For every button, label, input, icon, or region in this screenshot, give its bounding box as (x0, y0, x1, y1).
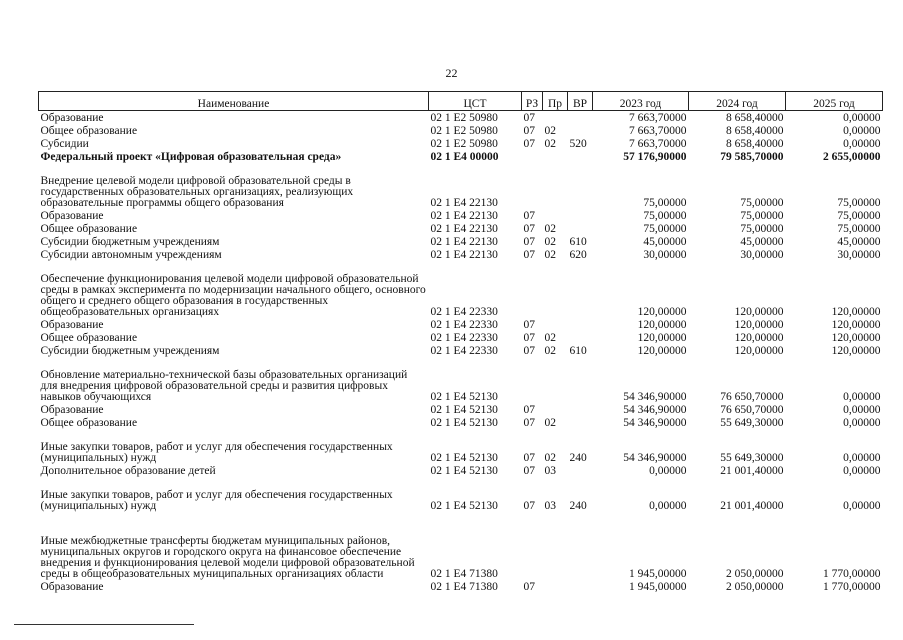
row-pr (543, 209, 568, 222)
row-vr (568, 261, 593, 318)
row-rz: 07 (523, 111, 535, 124)
row-cst: 02 1 E4 22130 (430, 235, 498, 248)
row-cst: 02 1 E4 71380 (430, 580, 498, 593)
row-vr: 520 (569, 137, 587, 150)
table-row (39, 403, 883, 416)
row-cst: 02 1 E4 52130 (430, 390, 498, 403)
row-cst: 02 1 E4 22330 (430, 305, 498, 318)
row-2023: 120,00000 (637, 331, 687, 344)
row-2025: 120,00000 (831, 344, 881, 357)
row-cst: 02 1 E4 22330 (430, 318, 498, 331)
row-2024: 76 650,70000 (720, 390, 784, 403)
row-2024: 30,00000 (740, 248, 784, 261)
row-vr: 610 (569, 344, 587, 357)
row-pr: 02 (544, 344, 556, 357)
row-2023: 54 346,90000 (623, 416, 687, 429)
row-2024: 120,00000 (734, 305, 784, 318)
row-2025: 0,00000 (843, 464, 881, 477)
row-name: Внедрение целевой модели цифровой образовательной среды в государственных образовательных организациях, реализующих образовательные программы общего образования (40, 174, 354, 209)
table-row (39, 512, 883, 580)
table-row (39, 416, 883, 429)
row-name: Общее образование (40, 124, 138, 137)
row-rz: 07 (523, 344, 535, 357)
row-cst: 02 1 E4 00000 (430, 150, 499, 163)
row-name: Иные закупки товаров, работ и услуг для обеспечения государственных (муниципальных) нужд (40, 440, 393, 464)
row-rz: 07 (523, 403, 535, 416)
row-2025: 0,00000 (843, 124, 881, 137)
row-pr: 02 (544, 331, 556, 344)
row-cst: 02 1 E4 71380 (430, 567, 498, 580)
row-2023: 120,00000 (637, 305, 687, 318)
table-row (39, 464, 883, 477)
row-cst: 02 1 E4 22130 (430, 248, 498, 261)
row-cst: 02 1 E2 50980 (430, 111, 498, 124)
row-cst: 02 1 E4 22130 (430, 209, 498, 222)
row-2023: 0,00000 (649, 464, 687, 477)
table-row (39, 235, 883, 248)
row-2023: 54 346,90000 (623, 451, 687, 464)
row-rz (522, 163, 543, 209)
row-pr (543, 357, 568, 403)
row-pr: 02 (544, 248, 556, 261)
table-header-row (39, 92, 883, 111)
row-2023: 7 663,70000 (629, 137, 687, 150)
header-2023: 2023 год (593, 92, 689, 111)
row-2023: 54 346,90000 (623, 403, 687, 416)
row-name: Субсидии бюджетным учреждениям (40, 235, 220, 248)
row-pr: 02 (544, 222, 556, 235)
header-vr: ВР (568, 92, 593, 111)
table-row (39, 222, 883, 235)
row-2024: 2 050,00000 (726, 580, 784, 593)
row-pr (543, 111, 568, 124)
row-name: Иные межбюджетные трансферты бюджетам муниципальных районов, муниципальных округов и городского округа на финансовое обеспечение внедрения и функционирования целевой модели цифровой образовательной среды в общеобразовательных муниципальных организациях области (40, 534, 415, 580)
row-rz (522, 512, 543, 580)
table-row (39, 124, 883, 137)
row-rz: 07 (523, 209, 535, 222)
row-2023: 0,00000 (649, 499, 687, 512)
table-row (39, 163, 883, 209)
budget-table (38, 91, 883, 593)
row-cst: 02 1 E4 22330 (430, 344, 498, 357)
row-name: Субсидии автономным учреждениям (40, 248, 222, 261)
table-row (39, 344, 883, 357)
row-2024: 120,00000 (734, 318, 784, 331)
table-row (39, 111, 883, 124)
row-rz: 07 (523, 451, 535, 464)
row-2025: 120,00000 (831, 318, 881, 331)
row-pr (543, 512, 568, 580)
row-2023: 57 176,90000 (623, 150, 687, 163)
row-2024: 75,00000 (740, 196, 784, 209)
row-2024: 8 658,40000 (726, 137, 784, 150)
header-2025: 2025 год (786, 92, 883, 111)
row-vr (568, 464, 593, 477)
row-pr (543, 163, 568, 209)
row-cst: 02 1 E4 22130 (430, 222, 498, 235)
page-number: 22 (445, 66, 458, 80)
row-2024: 45,00000 (740, 235, 784, 248)
row-2024: 8 658,40000 (726, 124, 784, 137)
header-name: Наименование (39, 92, 429, 111)
row-pr (543, 403, 568, 416)
row-name: Субсидии (40, 137, 89, 150)
row-vr (568, 580, 593, 593)
row-2023: 120,00000 (637, 318, 687, 331)
table-row (39, 248, 883, 261)
row-vr: 620 (569, 248, 587, 261)
table-row (39, 429, 883, 464)
row-rz: 07 (523, 464, 535, 477)
row-2023: 7 663,70000 (629, 124, 687, 137)
row-rz: 07 (523, 416, 535, 429)
row-2024: 8 658,40000 (726, 111, 784, 124)
row-2025: 0,00000 (843, 403, 881, 416)
row-pr (543, 318, 568, 331)
row-vr (568, 416, 593, 429)
row-2025: 30,00000 (837, 248, 881, 261)
row-2025: 0,00000 (843, 111, 881, 124)
row-cst: 02 1 E4 52130 (430, 464, 498, 477)
row-rz (522, 150, 543, 163)
row-2025: 0,00000 (843, 416, 881, 429)
row-name: Общее образование (40, 331, 138, 344)
row-rz: 07 (523, 235, 535, 248)
row-pr: 02 (544, 137, 556, 150)
row-vr (568, 512, 593, 580)
row-vr (568, 222, 593, 235)
row-pr: 02 (544, 235, 556, 248)
table-row (39, 331, 883, 344)
row-vr: 240 (569, 499, 587, 512)
row-pr: 03 (544, 464, 556, 477)
row-2023: 30,00000 (643, 248, 687, 261)
header-rz: РЗ (522, 92, 543, 111)
row-2024: 55 649,30000 (720, 451, 784, 464)
table-row (39, 357, 883, 403)
row-pr (543, 150, 568, 163)
row-vr (568, 331, 593, 344)
row-name: Образование (40, 318, 104, 331)
row-rz: 07 (523, 331, 535, 344)
row-name: Дополнительное образование детей (40, 464, 216, 477)
row-2025: 2 655,00000 (823, 150, 881, 163)
row-vr (568, 124, 593, 137)
row-2024: 120,00000 (734, 344, 784, 357)
table-row (39, 318, 883, 331)
row-2024: 21 001,40000 (720, 499, 784, 512)
row-vr: 240 (569, 451, 587, 464)
row-cst: 02 1 E4 52130 (430, 499, 498, 512)
table-row (39, 150, 883, 163)
row-2024: 120,00000 (734, 331, 784, 344)
row-vr (568, 209, 593, 222)
row-name: Образование (40, 111, 104, 124)
row-name: Общее образование (40, 222, 138, 235)
row-cst: 02 1 E4 52130 (430, 416, 498, 429)
row-cst: 02 1 E4 52130 (430, 451, 498, 464)
row-2025: 1 770,00000 (823, 580, 881, 593)
row-vr (568, 318, 593, 331)
row-name: Общее образование (40, 416, 138, 429)
row-rz: 07 (523, 248, 535, 261)
row-cst: 02 1 E4 22330 (430, 331, 498, 344)
row-rz: 07 (523, 499, 535, 512)
row-2024: 76 650,70000 (720, 403, 784, 416)
row-cst: 02 1 E2 50980 (430, 137, 498, 150)
row-2025: 0,00000 (843, 137, 881, 150)
row-pr: 02 (544, 416, 556, 429)
header-cst: ЦСТ (429, 92, 522, 111)
row-2025: 0,00000 (843, 390, 881, 403)
row-rz: 07 (523, 222, 535, 235)
row-2024: 55 649,30000 (720, 416, 784, 429)
row-rz (522, 357, 543, 403)
row-pr (543, 580, 568, 593)
row-2025: 1 770,00000 (823, 567, 881, 580)
row-rz: 07 (523, 318, 535, 331)
row-rz (522, 261, 543, 318)
row-2025: 45,00000 (837, 235, 881, 248)
row-pr (543, 261, 568, 318)
row-2025: 0,00000 (843, 499, 881, 512)
table-row (39, 209, 883, 222)
table-row (39, 137, 883, 150)
row-2024: 75,00000 (740, 209, 784, 222)
row-vr (568, 357, 593, 403)
row-cst: 02 1 E4 22130 (430, 196, 498, 209)
row-2025: 120,00000 (831, 331, 881, 344)
row-2024: 79 585,70000 (720, 150, 784, 163)
row-2023: 45,00000 (643, 235, 687, 248)
row-name: Иные закупки товаров, работ и услуг для обеспечения государственных (муниципальных) нужд (40, 488, 393, 512)
row-vr (568, 111, 593, 124)
row-2023: 75,00000 (643, 222, 687, 235)
row-name: Обновление материально-технической базы образовательных организаций для внедрения цифровой образовательной среды и развития цифровых навыков обучающихся (40, 368, 408, 403)
row-name: Образование (40, 403, 104, 416)
row-rz: 07 (523, 137, 535, 150)
row-cst: 02 1 E4 52130 (430, 403, 498, 416)
row-2024: 2 050,00000 (726, 567, 784, 580)
row-name: Обеспечение функционирования целевой модели цифровой образовательной среды в рамках эксперимента по модернизации начального общего, основного общего и среднего общего образования в государственных общеобразовательных организациях (40, 272, 426, 318)
row-vr: 610 (569, 235, 587, 248)
row-2023: 120,00000 (637, 344, 687, 357)
table-row (39, 477, 883, 512)
row-vr (568, 403, 593, 416)
row-2023: 75,00000 (643, 209, 687, 222)
row-name: Образование (40, 580, 104, 593)
row-2024: 21 001,40000 (720, 464, 784, 477)
row-2023: 1 945,00000 (629, 580, 687, 593)
row-name: Федеральный проект «Цифровая образовательная среда» (40, 150, 342, 163)
row-2025: 75,00000 (837, 196, 881, 209)
header-pr: Пр (543, 92, 568, 111)
row-rz: 07 (523, 124, 535, 137)
row-2023: 54 346,90000 (623, 390, 687, 403)
row-vr (568, 150, 593, 163)
row-2023: 1 945,00000 (629, 567, 687, 580)
table-body (39, 111, 883, 593)
row-2023: 75,00000 (643, 196, 687, 209)
row-vr (568, 163, 593, 209)
row-2024: 75,00000 (740, 222, 784, 235)
row-name: Образование (40, 209, 104, 222)
row-pr: 03 (544, 499, 556, 512)
header-2024: 2024 год (689, 92, 786, 111)
row-2023: 7 663,70000 (629, 111, 687, 124)
row-2025: 75,00000 (837, 222, 881, 235)
row-2025: 75,00000 (837, 209, 881, 222)
row-rz: 07 (523, 580, 535, 593)
row-name: Субсидии бюджетным учреждениям (40, 344, 220, 357)
table-row (39, 580, 883, 593)
table-row (39, 261, 883, 318)
row-pr: 02 (544, 451, 556, 464)
row-pr: 02 (544, 124, 556, 137)
row-2025: 0,00000 (843, 451, 881, 464)
row-cst: 02 1 E2 50980 (430, 124, 498, 137)
row-2025: 120,00000 (831, 305, 881, 318)
footer-divider (14, 624, 194, 625)
